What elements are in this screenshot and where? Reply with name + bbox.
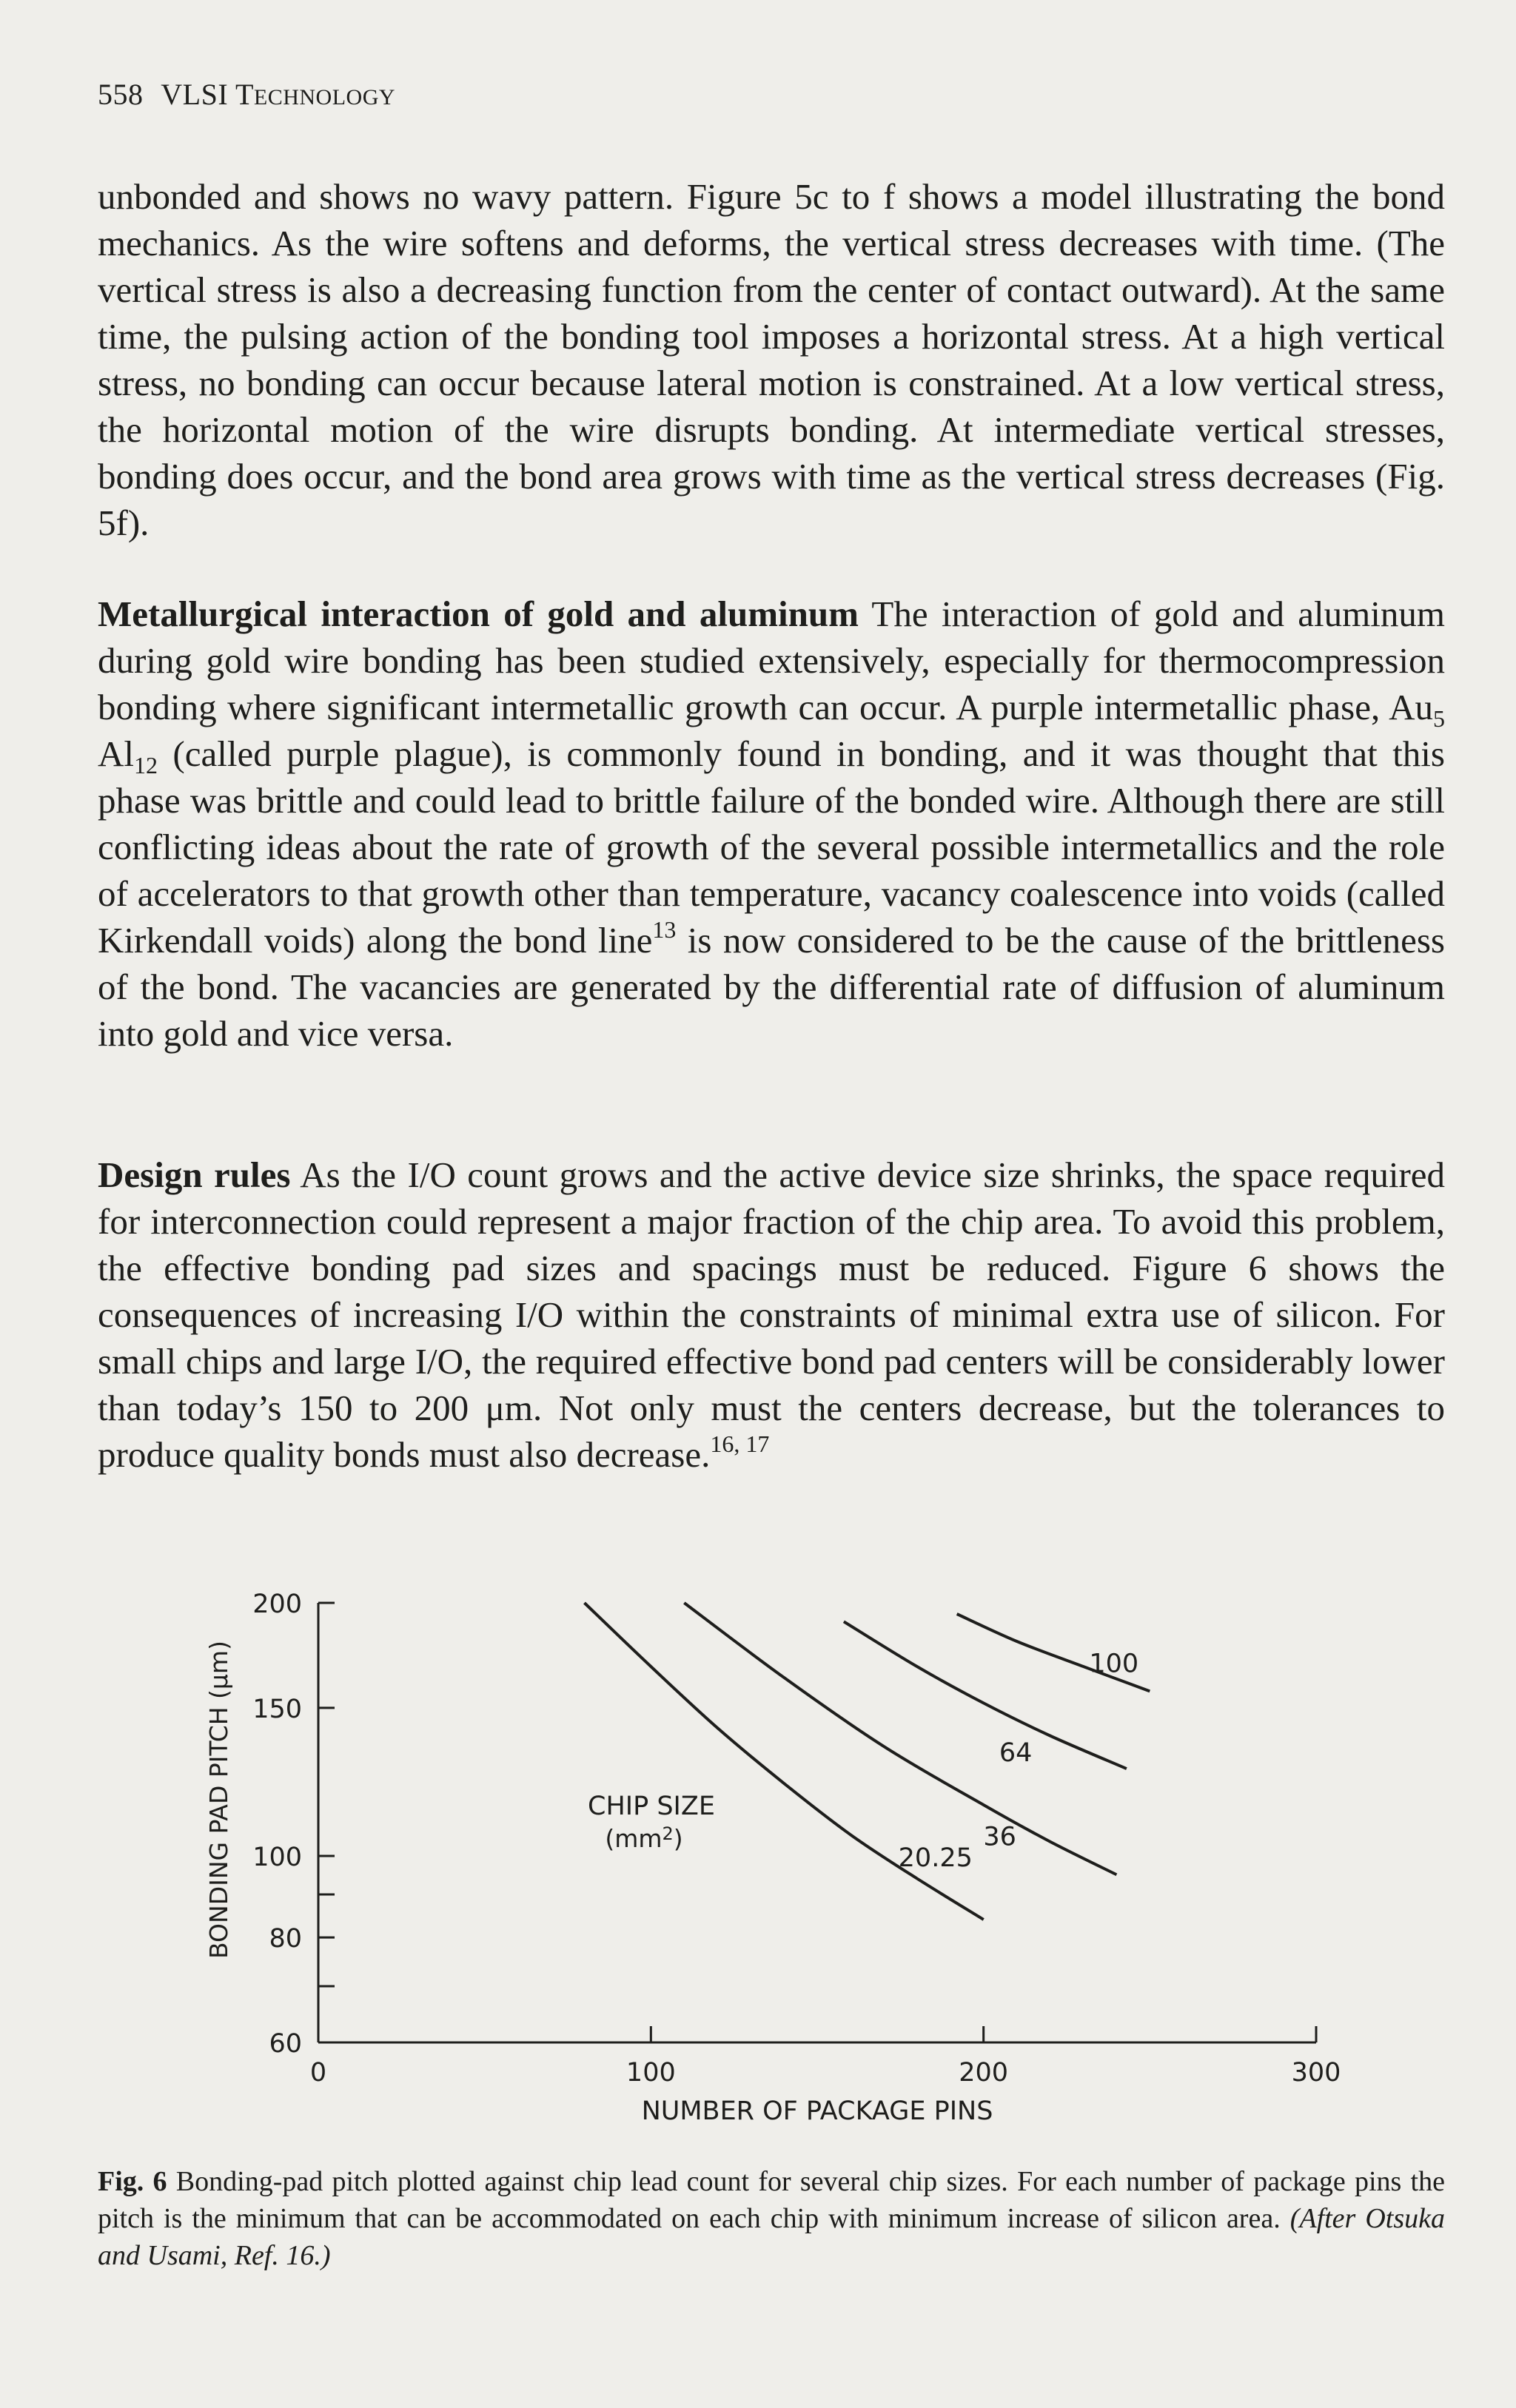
x-axis-title: NUMBER OF PACKAGE PINS [641,2096,993,2126]
figure-6 [0,1554,1516,2146]
running-head [98,77,395,112]
y-tick-label: 60 [269,2029,302,2059]
paragraph-metallurgical-interaction [98,591,1445,1057]
paragraph2-text-d: is now considered to be the cause of the brittleness of the bond. The vacancies are generated by the differential rate of diffusion of aluminum into gold and vice versa. [98,920,1445,1054]
curve-label: 36 [983,1822,1016,1852]
x-tick-label: 0 [309,2058,327,2088]
paragraph-bond-mechanics: unbonded and shows no wavy pattern. Figure 5c to f shows a model illustrating the bond mechanics. As the wire softens and deforms, the vertical stress decreases with time. (The vertical stress is also a decreasing function from the center of contact outward). At the same time, the pulsing action of the bonding tool imposes a horizontal stress. At a high vertical stress, no bonding can occur because lateral motion is constrained. At a low vertical stress, the horizontal motion of the wire disrupts bonding. At intermediate vertical stresses, bonding does occur, and the bond area grows with time as the vertical stress decreases (Fig. 5f). [98,176,1445,543]
y-tick-label: 200 [252,1590,302,1619]
unit-close: ) [673,1824,683,1853]
reference-13: 13 [652,916,677,943]
y-tick-label: 100 [252,1842,302,1872]
paragraph2-text-a: The interaction of gold and aluminum during gold wire bonding has been studied extensively, especially for thermocompression bonding where significant intermetallic growth can occur. A purple intermetallic phase, Au [98,593,1445,727]
y-tick-label: 80 [269,1924,302,1954]
paragraph-design-rules [98,1151,1445,1478]
paragraph2-text-c: (called purple plague), is commonly found in bonding, and it was thought that this phase was brittle and could lead to brittle failure of the bonded wire. Although there are still conflicting ideas about the rate of growth of the several possible intermetallics and the role of accelerators to that growth other than temperature, vacancy coalescence into voids (called Kirkendall voids) along the bond line [98,733,1445,961]
book-title-part1: VLSI T [161,78,254,111]
unit-text: (mm [605,1824,663,1853]
section-heading-design-rules: Design rules [98,1154,291,1195]
book-title [161,78,395,111]
caption-label: Fig. 6 [98,2166,167,2197]
chip-size-annotation: CHIP SIZE [588,1792,715,1821]
paragraph3-text: As the I/O count grows and the active device size shrinks, the space required for interconnection could represent a major fraction of the chip area. To avoid this problem, the effective bonding pad sizes and spacings must be reduced. Figure 6 shows the consequences of increasing I/O within the constraints of minimal extra use of silicon. For small chips and large I/O, the required effective bond pad centers will be considerably lower than today’s 150 to 200 μm. Not only must the centers decrease, but the tolerances to produce quality bonds must also decrease. [98,1154,1446,1475]
curve-label: 20.25 [898,1843,973,1873]
book-title-part2: ECHNOLOGY [253,85,396,110]
y-tick-label: 150 [252,1694,302,1724]
caption-source: (After Otsuka and Usami, Ref. 16.) [98,2203,1445,2271]
bonding-pad-pitch-chart [0,1554,1516,2146]
x-tick-label: 100 [625,2058,676,2088]
curve-chip-size-36 [684,1603,1116,1874]
chip-size-unit-annotation [605,1823,682,1853]
subscript-5: 5 [1433,705,1445,732]
y-axis-title: BONDING PAD PITCH (μm) [204,1641,233,1960]
curve-label: 100 [1089,1649,1139,1679]
x-tick-label: 200 [959,2058,1009,2088]
reference-16-17: 16, 17 [710,1430,770,1457]
page-number: 558 [98,78,144,111]
figure-caption [98,2163,1445,2274]
caption-text: Bonding-pad pitch plotted against chip lead count for several chip sizes. For each number of package pins the pitch is the minimum that can be accommodated on each chip with minimum increase of silicon area. [98,2166,1445,2234]
x-tick-label: 300 [1291,2058,1341,2088]
curve-label: 64 [999,1738,1033,1769]
paragraph2-text-b: Al [98,733,134,774]
section-heading-metallurgical: Metallurgical interaction of gold and aluminum [98,593,859,634]
subscript-12: 12 [134,752,158,778]
unit-superscript: 2 [662,1823,674,1844]
